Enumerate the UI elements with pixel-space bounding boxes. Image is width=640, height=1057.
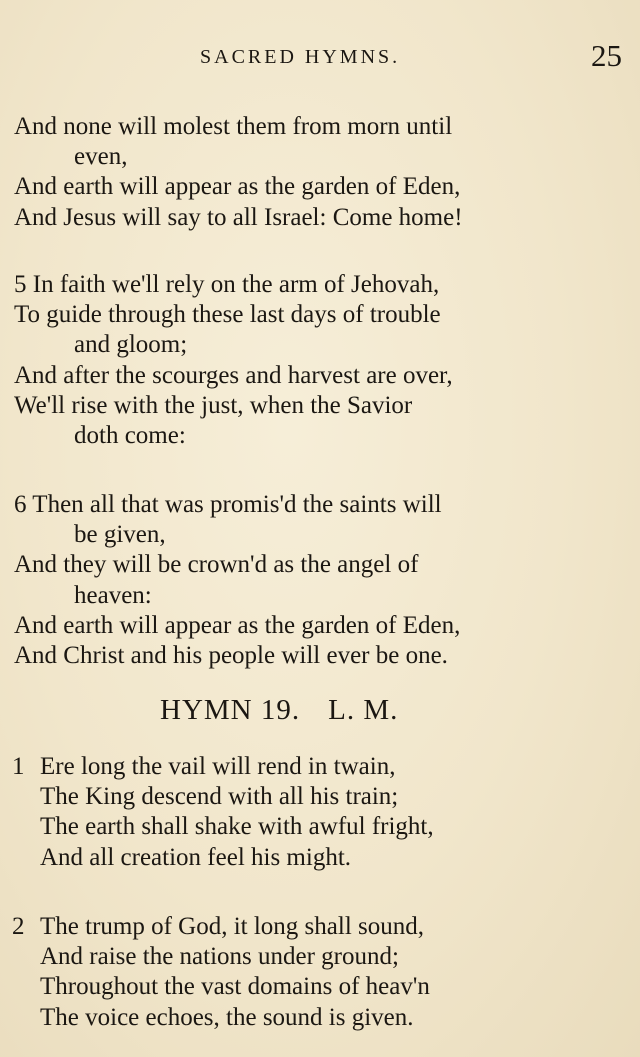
running-title: SACRED HYMNS.: [200, 46, 401, 68]
verse-6: [14, 490, 628, 671]
verse-5: [14, 270, 628, 451]
stanza-number: 1: [12, 753, 25, 780]
verse-line: And they will be crown'd as the angel of: [14, 551, 419, 579]
verse-line: And Christ and his people will ever be one.: [14, 642, 448, 670]
verse-line: And none will molest them from morn until: [14, 113, 453, 140]
page-header: [0, 38, 640, 78]
stanza-line: Throughout the vast domains of heav'n: [40, 973, 430, 1001]
hymn-meter: L. M.: [328, 694, 399, 726]
stanza-1: [12, 752, 632, 873]
stanza-line: And raise the nations under ground;: [40, 943, 399, 971]
verse-continuation: [14, 112, 628, 233]
stanza-line-text: The trump of God, it long shall sound,: [40, 913, 424, 940]
verse-line: 6 Then all that was promis'd the saints will: [14, 491, 442, 518]
stanza-2: [12, 912, 632, 1033]
verse-line: heaven:: [74, 581, 152, 609]
verse-line: and gloom;: [74, 331, 188, 359]
verse-line: even,: [74, 143, 128, 171]
verse-line: 5 In faith we'll rely on the arm of Jehovah,: [14, 271, 440, 298]
verse-line: And earth will appear as the garden of Eden,: [14, 173, 461, 201]
verse-line: doth come:: [74, 422, 186, 450]
stanza-line: The voice echoes, the sound is given.: [40, 1003, 414, 1031]
stanza-line: [12, 912, 632, 942]
stanza-line: And all creation feel his might.: [40, 843, 352, 871]
stanza-line: [12, 752, 632, 782]
verse-line: And after the scourges and harvest are over,: [14, 361, 453, 389]
hymn-title: HYMN 19.: [160, 694, 301, 726]
stanza-line-text: Ere long the vail will rend in twain,: [40, 753, 396, 780]
verse-line: And earth will appear as the garden of Eden,: [14, 611, 461, 639]
verse-line: To guide through these last days of trouble: [14, 301, 441, 329]
stanza-line: The King descend with all his train;: [40, 783, 399, 811]
stanza-line: The earth shall shake with awful fright,: [40, 813, 434, 841]
verse-line: be given,: [74, 521, 166, 549]
verse-line: We'll rise with the just, when the Savior: [14, 391, 413, 419]
stanza-number: 2: [12, 913, 25, 940]
verse-line: And Jesus will say to all Israel: Come home!: [14, 203, 463, 231]
hymn-heading: [160, 694, 398, 727]
page-number: 25: [591, 38, 622, 73]
